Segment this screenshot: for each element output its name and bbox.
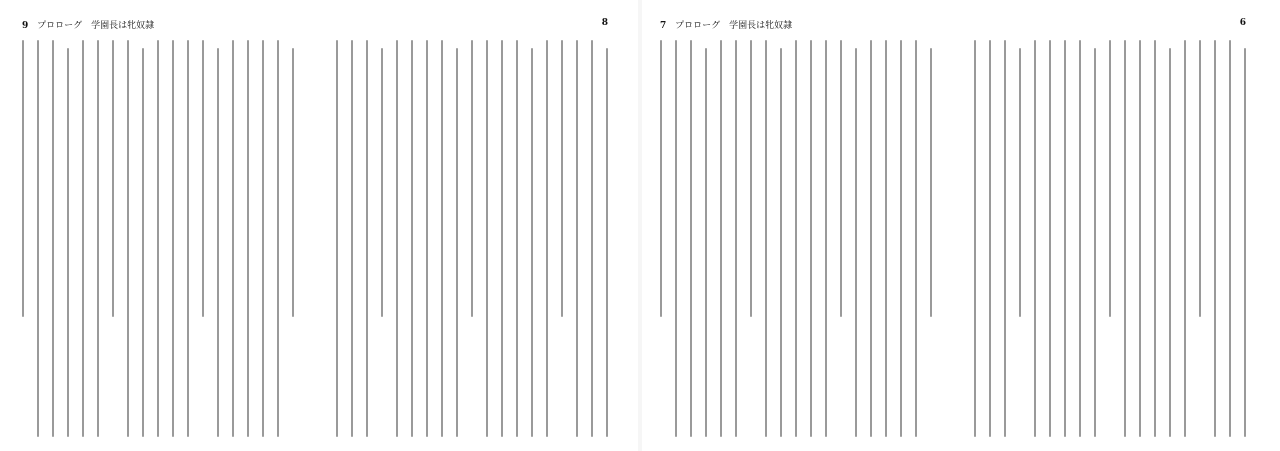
text-column [396, 40, 398, 437]
text-column [277, 40, 279, 437]
text-column [217, 48, 219, 437]
text-column [456, 48, 458, 437]
text-column [561, 40, 563, 317]
text-column [1079, 40, 1081, 437]
vertical-text-columns [660, 40, 932, 437]
page-8 [322, 0, 622, 451]
running-header-page-9 [22, 18, 154, 31]
text-column [989, 40, 991, 437]
text-column [426, 40, 428, 437]
text-column [870, 40, 872, 437]
text-column [780, 48, 782, 437]
text-column [82, 40, 84, 437]
page-9 [8, 0, 308, 451]
text-column [501, 40, 503, 437]
text-column [900, 40, 902, 437]
text-column [546, 40, 548, 437]
text-column [232, 40, 234, 437]
text-column [735, 40, 737, 437]
text-column [67, 48, 69, 437]
text-column [172, 40, 174, 437]
text-column [247, 40, 249, 437]
vertical-text-columns [974, 40, 1246, 437]
page-number: 7 [660, 21, 667, 31]
page-number: 8 [601, 18, 608, 28]
page-number: 9 [22, 21, 29, 31]
text-column [974, 40, 976, 437]
text-column [915, 40, 917, 437]
text-column [381, 48, 383, 317]
text-column [606, 48, 608, 437]
text-column [127, 40, 129, 437]
text-column [765, 40, 767, 437]
text-column [1199, 40, 1201, 317]
text-column [810, 40, 812, 437]
vertical-text-columns [22, 40, 294, 437]
text-column [1184, 40, 1186, 437]
text-column [660, 40, 662, 317]
text-column [52, 40, 54, 437]
running-header-page-7 [660, 18, 792, 31]
text-column [1154, 40, 1156, 437]
text-column [930, 48, 932, 317]
text-column [840, 40, 842, 317]
page-7 [646, 0, 946, 451]
text-column [1034, 40, 1036, 437]
text-column [516, 40, 518, 437]
text-column [576, 40, 578, 437]
text-column [1004, 40, 1006, 437]
text-column [1169, 48, 1171, 437]
text-column [675, 40, 677, 437]
text-column [486, 40, 488, 437]
text-column [1019, 48, 1021, 317]
text-column [112, 40, 114, 317]
center-gutter [638, 0, 642, 451]
text-column [531, 48, 533, 437]
text-column [1229, 40, 1231, 437]
text-column [1244, 48, 1246, 437]
page-6 [960, 0, 1260, 451]
text-column [705, 48, 707, 437]
text-column [471, 40, 473, 317]
text-column [591, 40, 593, 437]
text-column [1124, 40, 1126, 437]
text-column [187, 40, 189, 437]
text-column [441, 40, 443, 437]
vertical-text-columns [336, 40, 608, 437]
text-column [1094, 48, 1096, 437]
text-column [690, 40, 692, 437]
text-column [157, 40, 159, 437]
text-column [336, 40, 338, 437]
text-column [351, 40, 353, 437]
section-title: プロローグ 学園長は牝奴隷 [37, 21, 155, 31]
text-column [262, 40, 264, 437]
text-column [292, 48, 294, 317]
page-number: 6 [1239, 18, 1246, 28]
text-column [411, 40, 413, 437]
text-column [1064, 40, 1066, 437]
text-column [142, 48, 144, 437]
text-column [720, 40, 722, 437]
text-column [1109, 40, 1111, 317]
text-column [1049, 40, 1051, 437]
text-column [97, 40, 99, 437]
text-column [795, 40, 797, 437]
text-column [855, 48, 857, 437]
text-column [1214, 40, 1216, 437]
text-column [825, 40, 827, 437]
text-column [750, 40, 752, 317]
text-column [1139, 40, 1141, 437]
text-column [22, 40, 24, 317]
text-column [885, 40, 887, 437]
section-title: プロローグ 学園長は牝奴隷 [675, 21, 793, 31]
text-column [202, 40, 204, 317]
text-column [366, 40, 368, 437]
text-column [37, 40, 39, 437]
